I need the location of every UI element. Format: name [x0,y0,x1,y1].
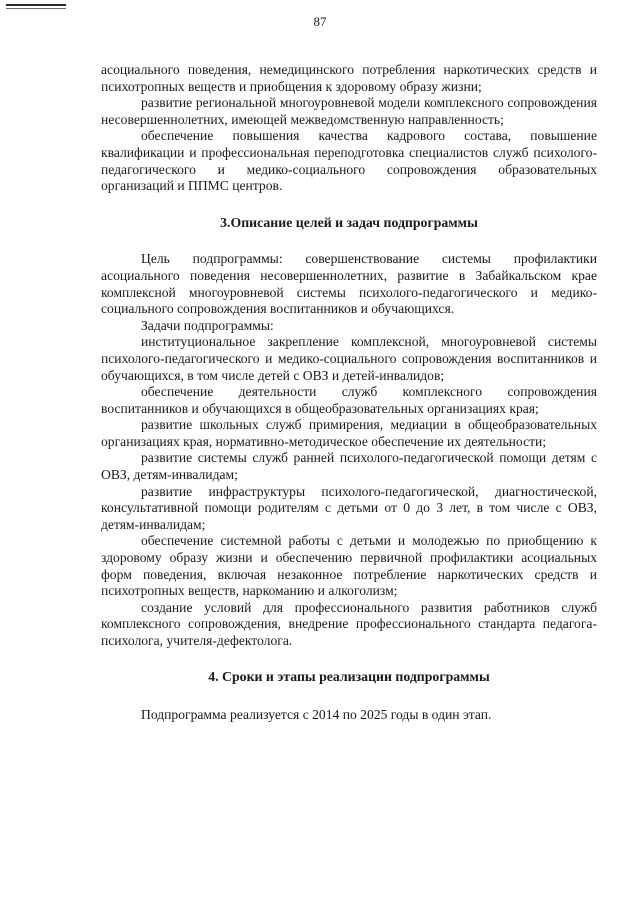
section-heading-4: 4. Сроки и этапы реализации подпрограммы [208,668,490,684]
paragraph: обеспечение повышения качества кадрового состава, повышение квалификации и профессиональная переподготовка специалистов служб психолого-педагогического и медико-социального сопровождения образовательных организаций и ППМС центров. [101,128,597,194]
section-heading-3: 3.Описание целей и задач подпрограммы [220,214,478,230]
task-item: развитие системы служб ранней психолого-педагогической помощи детям с ОВЗ, детям-инвалидам; [101,450,597,483]
page-number: 87 [313,14,327,29]
task-item: создание условий для профессионального развития работников служб комплексного сопровождения, внедрение профессионального стандарта педагога-психолога, учителя-дефектолога. [101,599,597,648]
scan-edge-mark [6,4,66,6]
goal-paragraph: Цель подпрограммы: совершенствование системы профилактики асоциального поведения несовершеннолетних, развитие в Забайкальском крае комплексной многоуровневой системы психолого-педагогического и медико-социального сопровождения воспитанников и обучающихся. [101,251,597,317]
timeline-paragraph: Подпрограмма реализуется с 2014 по 2025 годы в один этап. [141,707,492,723]
scan-edge-mark [6,8,66,9]
task-item: развитие школьных служб примирения, медиации в общеобразовательных организациях края, нормативно-методическое обеспечение их деятельности; [101,417,597,449]
tasks-label: Задачи подпрограммы: [141,317,274,333]
paragraph: развитие региональной многоуровневой модели комплексного сопровождения несовершеннолетних, имеющей межведомственную направленность; [101,95,597,127]
document-body [101,62,597,724]
task-item: институциональное закрепление комплексной, многоуровневой системы психолого-педагогического и медико-социального сопровождения воспитанников и обучающихся, в том числе детей с ОВЗ и детей-инвалидов; [101,334,597,383]
task-item: развитие инфраструктуры психолого-педагогической, диагностической, консультативной помощи родителям с детьми от 0 до 3 лет, в том числе с ОВЗ, детям-инвалидам; [101,483,597,532]
paragraph-continuation: асоциального поведения, немедицинского потребления наркотических средств и психотропных веществ и приобщения к здоровому образу жизни; [101,62,597,94]
task-item: обеспечение системной работы с детьми и молодежью по приобщению к здоровому образу жизни и обеспечению первичной профилактики асоциальных форм поведения, включая незаконное потребление наркотических средств и психотропных веществ, наркоманию и алкоголизм; [101,533,597,599]
task-item: обеспечение деятельности служб комплексного сопровождения воспитанников и обучающихся в общеобразовательных организациях края; [101,384,597,416]
